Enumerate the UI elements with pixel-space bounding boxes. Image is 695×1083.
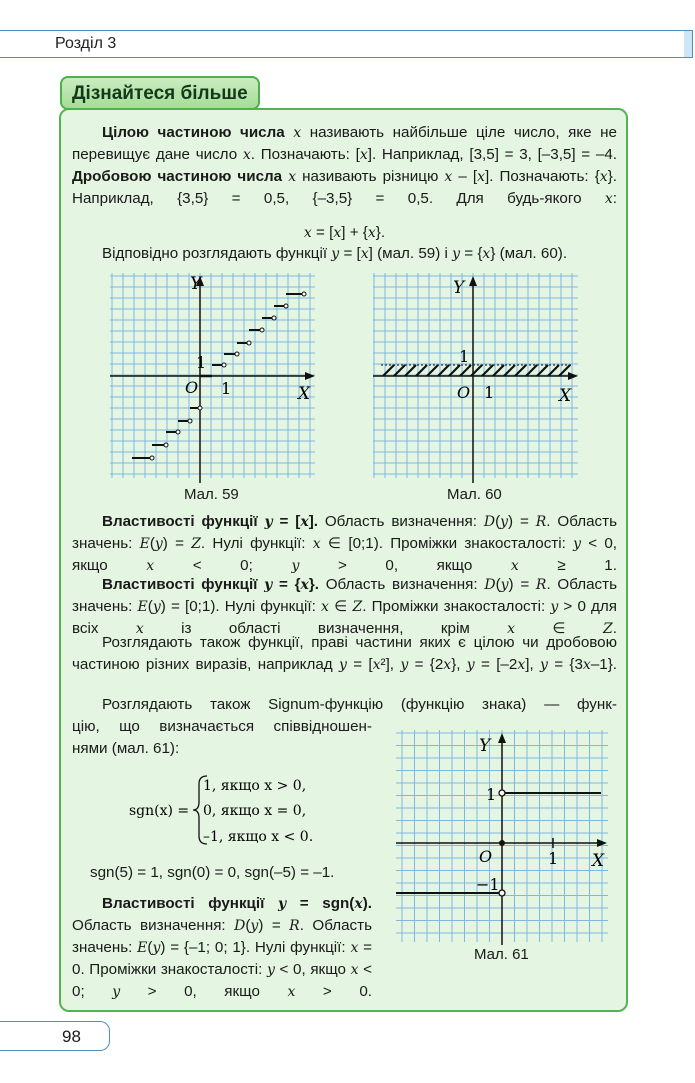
open-endpoint — [150, 456, 154, 460]
text-run: Розглядають також функції, праві частини яких є цілою чи дробовою частиною різних виразів, наприклад — [72, 634, 617, 673]
text-run: ] (мал. 59) і — [368, 245, 453, 262]
text-run: називають найбільше ціле число, яке не перевищує дане число — [72, 124, 617, 163]
text-run: < 0, якщо — [72, 535, 617, 574]
open-endpoint — [272, 316, 276, 320]
text-run: . Область значень: — [72, 917, 372, 956]
signum-intro-line1: Розглядають також Signum-функцію (функцію знака) — функ- — [102, 696, 617, 713]
text-run: y — [338, 657, 347, 673]
x-tick-label: 1 — [484, 383, 495, 402]
x-axis-arrow — [568, 372, 578, 380]
text-run: D — [484, 577, 496, 593]
text-run: x — [507, 621, 516, 637]
open-endpoint — [235, 352, 239, 356]
text-run: із області визначення, крім — [143, 620, 508, 637]
text-run: = {3 — [547, 656, 583, 673]
y-axis-label: Y — [479, 736, 491, 756]
text-run: . Область значень: — [72, 513, 617, 552]
section-header — [0, 30, 693, 58]
text-run: . — [612, 620, 618, 637]
figure-59-graph — [110, 273, 320, 483]
x-axis-label: X — [298, 384, 311, 404]
y-axis-arrow — [469, 276, 477, 286]
text-run: }, — [451, 656, 467, 673]
properties-signum — [72, 893, 372, 1003]
text-run: = [–2 — [474, 656, 518, 673]
open-endpoint — [222, 363, 226, 367]
intro-formula — [72, 222, 617, 244]
text-run: }. — [308, 576, 319, 593]
figure-61-caption: Мал. 61 — [474, 946, 529, 963]
y-axis-label: Y — [453, 278, 465, 298]
text-run: ], — [525, 656, 540, 673]
open-endpoint — [284, 304, 288, 308]
signum-definition — [125, 770, 355, 850]
text-run: ]. — [308, 513, 318, 530]
text-run: x — [321, 599, 329, 615]
open-endpoint — [302, 292, 306, 296]
text-run: y — [550, 599, 559, 615]
text-run: ). — [362, 895, 372, 912]
text-run: E — [137, 599, 148, 615]
text-run: ( — [245, 917, 251, 934]
text-run: x — [287, 984, 296, 1000]
text-run: = { — [272, 576, 301, 593]
text-run: y — [112, 984, 121, 1000]
text-run: x — [360, 246, 369, 262]
text-run: > 0. — [295, 983, 373, 1000]
text-run: y — [452, 246, 461, 262]
text-run: x — [293, 125, 302, 141]
text-run: x — [367, 225, 376, 241]
other-functions-paragraph — [72, 632, 617, 676]
open-point-minus1 — [499, 890, 505, 896]
text-run: y — [500, 577, 509, 593]
text-run: x — [359, 147, 368, 163]
y-tick-label: 1 — [196, 353, 207, 372]
text-run: ∈ — [328, 598, 353, 615]
text-run: – [ — [452, 168, 478, 185]
text-run: E — [137, 940, 148, 956]
text-run: = [ — [272, 513, 301, 530]
text-run: x — [303, 225, 312, 241]
text-run: x — [288, 169, 297, 185]
signum-case-3: –1, якщо x < 0. — [203, 829, 314, 845]
x-tick-label: 1 — [548, 849, 559, 868]
open-endpoint — [164, 443, 168, 447]
text-run: y — [331, 246, 340, 262]
open-endpoint — [247, 341, 251, 345]
text-run: ) = [0;1). Нулі функції: — [160, 598, 321, 615]
signum-case-1: 1, якщо x > 0, — [203, 778, 307, 794]
y-axis-label: Y — [190, 274, 202, 294]
intro-functions — [72, 243, 617, 265]
text-run: . Позначають: [ — [250, 146, 360, 163]
text-run: = { — [460, 245, 483, 262]
figure-59-caption: Мал. 59 — [184, 486, 239, 503]
text-run: Властивості функції — [102, 895, 279, 912]
y-tick-minus1-label: −1 — [476, 875, 500, 894]
text-run: y — [291, 558, 300, 574]
text-run: > 0 для всіх — [72, 598, 617, 637]
signum-case-2: 0, якщо x = 0, — [203, 803, 307, 819]
text-run: D — [483, 514, 496, 530]
text-run: Область визначення: — [72, 917, 235, 934]
text-run: }. — [375, 224, 386, 241]
open-endpoint — [260, 328, 264, 332]
page-number-box — [0, 1021, 110, 1051]
text-run: R — [289, 918, 300, 934]
text-run: Властивості функції — [102, 576, 265, 593]
text-run: y — [152, 599, 161, 615]
text-run: < 0; — [154, 557, 292, 574]
x-tick-label: 1 — [221, 379, 232, 398]
text-run: ]. Наприклад, [3,5] = 3, [–3,5] = –4. — [367, 146, 617, 163]
text-run: x — [135, 621, 144, 637]
signum-intro-line2: цію, що визначається співвідношен- — [72, 718, 372, 735]
text-run: ( — [149, 535, 155, 552]
text-run: y — [152, 940, 161, 956]
text-run: ∈ — [515, 620, 604, 637]
text-run: x — [517, 657, 526, 673]
text-run: ( — [495, 513, 501, 530]
origin-label: O — [457, 383, 471, 402]
text-run: x — [300, 514, 309, 530]
signum-lhs: sgn(x) = — [129, 803, 190, 819]
text-run: < 0, якщо — [274, 961, 351, 978]
text-run: Відповідно розглядають функції — [102, 245, 332, 262]
text-run: x — [300, 577, 309, 593]
text-run: Дробовою частиною числа — [72, 168, 289, 185]
open-endpoint — [176, 430, 180, 434]
text-run: x — [443, 657, 452, 673]
section-title: Розділ 3 — [55, 35, 117, 52]
text-run: y — [400, 657, 409, 673]
text-run: y — [264, 514, 273, 530]
text-run: x — [510, 558, 519, 574]
text-run: Z — [603, 621, 613, 637]
signum-intro-line3: нями (мал. 61): — [72, 740, 180, 757]
text-run: > 0, якщо — [299, 557, 511, 574]
origin-label: O — [185, 378, 199, 397]
header-accent — [684, 31, 692, 57]
text-run: x — [312, 536, 321, 552]
text-run: x — [444, 169, 453, 185]
text-run: y — [573, 536, 581, 552]
text-run: x — [372, 657, 381, 673]
text-run: . Проміжки знакосталості: — [362, 598, 551, 615]
text-run: ) = {–1; 0; 1}. Нулі функції: — [160, 939, 351, 956]
text-run: ) = — [258, 917, 290, 934]
text-run: = sgn( — [286, 895, 355, 912]
text-run: x — [604, 191, 613, 207]
text-run: . Область значень: — [72, 576, 617, 615]
text-run: x — [482, 246, 491, 262]
text-run: ²], — [380, 656, 401, 673]
open-point-1 — [499, 790, 505, 796]
text-run: R — [535, 514, 547, 530]
text-run: = [ — [339, 245, 361, 262]
text-run: –1}. — [590, 656, 618, 673]
text-run: : — [612, 190, 617, 207]
text-run: x — [242, 147, 251, 163]
text-run: y — [500, 514, 509, 530]
text-run: ) = — [162, 535, 192, 552]
text-run: ) = — [508, 513, 536, 530]
text-run: = 0. Проміжки знакосталості: — [72, 939, 373, 978]
text-run: ] + { — [341, 224, 368, 241]
text-run: y — [250, 918, 259, 934]
y-axis-arrow — [498, 733, 506, 743]
text-run: Цілою частиною числа — [102, 124, 294, 141]
text-run: Область визначення: — [319, 576, 485, 593]
text-run: = {2 — [408, 656, 444, 673]
text-run: x — [354, 896, 363, 912]
text-run: Z — [352, 599, 363, 615]
text-run: = [ — [346, 656, 373, 673]
text-run: < 0; — [72, 961, 372, 1000]
text-run: D — [234, 918, 246, 934]
y-tick-label: 1 — [459, 347, 470, 366]
text-run: y — [278, 896, 287, 912]
text-run: y — [264, 577, 273, 593]
text-run: x — [146, 558, 155, 574]
text-run: R — [535, 577, 547, 593]
signum-values: sgn(5) = 1, sgn(0) = 0, sgn(–5) = –1. — [90, 864, 335, 881]
text-run: x — [477, 169, 485, 185]
text-run: x — [350, 962, 359, 978]
text-run: x — [599, 169, 608, 185]
figure-60-caption: Мал. 60 — [447, 486, 502, 503]
origin-label: O — [479, 847, 493, 866]
text-run: ) = — [508, 576, 536, 593]
text-run: E — [139, 536, 150, 552]
text-run: }. Наприклад, {3,5} = 0,5, {–3,5} = 0,5. Для будь-якого — [72, 168, 617, 207]
text-run: y — [466, 657, 475, 673]
text-run: ∈ [0;1). Проміжки знакосталості: — [320, 535, 574, 552]
intro-paragraph — [72, 122, 617, 210]
open-endpoint — [198, 406, 202, 410]
text-run: y — [154, 536, 163, 552]
text-run: > 0, якщо — [120, 983, 288, 1000]
text-run: Область визначення: — [317, 513, 484, 530]
origin-point — [499, 840, 505, 846]
page-number: 98 — [62, 1027, 81, 1046]
text-run: x — [582, 657, 591, 673]
open-endpoint — [188, 419, 192, 423]
y-tick-1-label: 1 — [486, 785, 497, 804]
text-run: ( — [147, 939, 153, 956]
properties-fractional — [72, 574, 617, 640]
text-run: ]. Позначають: { — [484, 168, 600, 185]
text-run: y — [266, 962, 275, 978]
text-run: y — [539, 657, 548, 673]
fractional-part-band — [381, 365, 573, 376]
text-run: ( — [147, 598, 153, 615]
x-axis-label: X — [592, 851, 605, 871]
text-run: x — [333, 225, 342, 241]
text-run: = [ — [311, 224, 334, 241]
text-run: Z — [191, 536, 201, 552]
text-run: ( — [495, 576, 501, 593]
text-run: x — [350, 940, 359, 956]
figure-61-graph — [396, 730, 611, 945]
learn-more-tag: Дізнайтеся більше — [60, 76, 260, 110]
text-run: ≥ 1. — [518, 557, 617, 574]
figure-60-graph — [373, 273, 583, 483]
text-run: називають різницю — [296, 168, 445, 185]
text-run: Властивості функції — [102, 513, 265, 530]
properties-floor — [72, 511, 617, 577]
text-run: . Нулі функції: — [200, 535, 313, 552]
x-axis-label: X — [559, 386, 572, 406]
text-run: } (мал. 60). — [490, 245, 568, 262]
